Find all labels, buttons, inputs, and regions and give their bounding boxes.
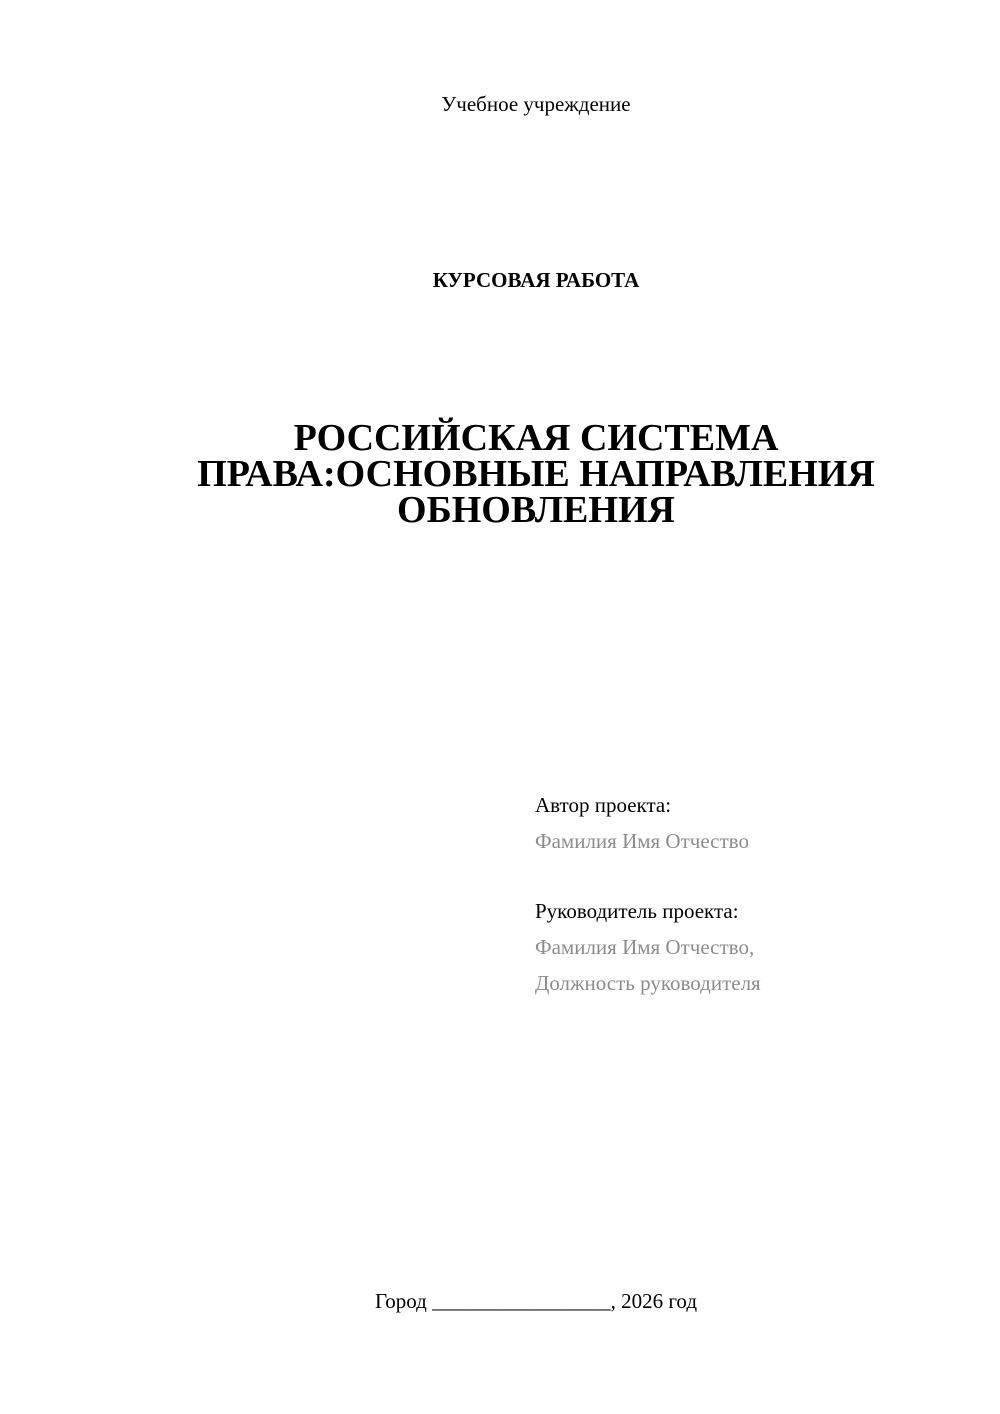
- supervisor-position: Должность руководителя: [535, 971, 761, 995]
- city-year-line: Город _________________, 2026 год: [374, 1289, 698, 1313]
- author-name: Фамилия Имя Отчество: [535, 829, 749, 853]
- supervisor-label: Руководитель проекта:: [535, 899, 739, 923]
- author-label: Автор проекта:: [535, 793, 672, 817]
- title-line-2: ПРАВА:ОСНОВНЫЕ НАПРАВЛЕНИЯ: [197, 453, 875, 495]
- title-line-1: РОССИЙСКАЯ СИСТЕМА: [293, 417, 779, 459]
- work-type-heading: КУРСОВАЯ РАБОТА: [432, 268, 640, 292]
- document-title: [0, 417, 1000, 531]
- institution-name: Учебное учреждение: [441, 92, 631, 116]
- supervisor-name: Фамилия Имя Отчество,: [535, 935, 755, 959]
- credits-block: [535, 787, 975, 1001]
- credits-spacer: [535, 859, 975, 893]
- title-line-3: ОБНОВЛЕНИЯ: [397, 489, 675, 531]
